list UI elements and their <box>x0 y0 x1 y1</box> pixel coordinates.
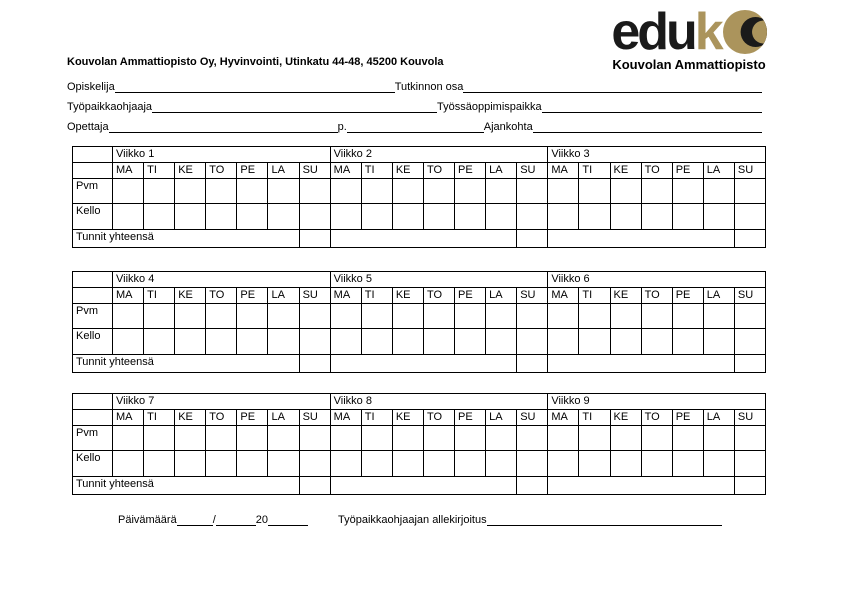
date-day-blank <box>177 524 213 526</box>
date-cell <box>237 179 268 204</box>
signature-blank-line <box>487 524 722 526</box>
day-header-pe: PE <box>237 163 268 179</box>
date-cell <box>548 426 579 451</box>
date-cell <box>144 426 175 451</box>
time-cell <box>268 451 299 477</box>
day-header-ma: MA <box>330 288 361 304</box>
total-hours-label: Tunnit yhteensä <box>73 355 300 373</box>
day-header-ke: KE <box>392 288 423 304</box>
time-cell <box>144 451 175 477</box>
week-header-1: Viikko 4 <box>113 272 331 288</box>
day-header-la: LA <box>486 410 517 426</box>
day-header-la: LA <box>268 410 299 426</box>
time-cell <box>641 451 672 477</box>
day-header-ma: MA <box>113 288 144 304</box>
day-header-ma: MA <box>548 288 579 304</box>
day-header-to: TO <box>206 163 237 179</box>
total-hours-label: Tunnit yhteensä <box>73 230 300 248</box>
time-cell <box>237 204 268 230</box>
day-header-su: SU <box>517 163 548 179</box>
time-cell <box>175 451 206 477</box>
timesheet-grid-2 <box>72 271 766 373</box>
day-header-ti: TI <box>579 163 610 179</box>
day-header-su: SU <box>517 410 548 426</box>
date-cell <box>113 179 144 204</box>
time-cell <box>113 329 144 355</box>
date-cell <box>703 179 734 204</box>
degree-label: Tutkinnon osa <box>394 81 464 93</box>
day-header-ti: TI <box>144 288 175 304</box>
total-merged-week2 <box>330 230 517 248</box>
time-cell <box>455 329 486 355</box>
day-header-ma: MA <box>548 163 579 179</box>
day-header-ke: KE <box>610 288 641 304</box>
time-cell <box>361 204 392 230</box>
day-header-su: SU <box>734 163 765 179</box>
period-label: Ajankohta <box>483 121 533 133</box>
total-hours-label: Tunnit yhteensä <box>73 477 300 495</box>
day-row-corner-cell <box>73 288 113 304</box>
date-cell <box>423 304 454 329</box>
total-hours-cell-week1 <box>299 230 330 248</box>
day-header-to: TO <box>641 163 672 179</box>
date-cell <box>641 304 672 329</box>
date-cell <box>734 304 765 329</box>
date-cell <box>672 179 703 204</box>
date-cell <box>455 179 486 204</box>
date-row-label: Pvm <box>73 304 113 329</box>
day-header-ma: MA <box>113 410 144 426</box>
time-cell <box>237 451 268 477</box>
time-cell <box>672 329 703 355</box>
day-header-la: LA <box>703 163 734 179</box>
week-header-3: Viikko 3 <box>548 147 766 163</box>
teacher-label: Opettaja <box>67 121 109 133</box>
time-cell <box>610 329 641 355</box>
time-cell <box>672 204 703 230</box>
time-cell <box>610 451 641 477</box>
time-row-label: Kello <box>73 329 113 355</box>
date-cell <box>734 426 765 451</box>
date-cell <box>175 426 206 451</box>
time-cell <box>299 204 330 230</box>
time-cell <box>517 204 548 230</box>
date-cell <box>268 426 299 451</box>
time-cell <box>330 451 361 477</box>
logo-text-black: edu <box>611 3 695 62</box>
time-cell <box>734 329 765 355</box>
date-cell <box>330 179 361 204</box>
day-header-la: LA <box>486 288 517 304</box>
total-merged-week2 <box>330 355 517 373</box>
time-cell <box>268 329 299 355</box>
form-line-teacher <box>67 121 762 134</box>
date-cell <box>734 179 765 204</box>
date-cell <box>268 304 299 329</box>
time-cell <box>486 451 517 477</box>
date-cell <box>610 179 641 204</box>
date-cell <box>579 179 610 204</box>
date-cell <box>175 179 206 204</box>
day-header-pe: PE <box>237 288 268 304</box>
date-cell <box>330 304 361 329</box>
time-cell <box>392 204 423 230</box>
week-header-1: Viikko 7 <box>113 394 331 410</box>
day-header-la: LA <box>703 288 734 304</box>
day-header-pe: PE <box>672 163 703 179</box>
time-cell <box>548 451 579 477</box>
day-header-ke: KE <box>175 288 206 304</box>
date-cell <box>330 426 361 451</box>
day-header-ke: KE <box>610 163 641 179</box>
date-month-blank <box>216 524 256 526</box>
time-cell <box>672 451 703 477</box>
date-cell <box>703 426 734 451</box>
year-prefix: 20 <box>255 514 269 526</box>
day-header-to: TO <box>423 288 454 304</box>
date-cell <box>517 426 548 451</box>
total-hours-cell-week2 <box>517 477 548 495</box>
time-cell <box>206 204 237 230</box>
phone-blank-line <box>347 131 484 133</box>
week-table-2 <box>72 271 766 373</box>
day-header-su: SU <box>299 410 330 426</box>
time-cell <box>175 329 206 355</box>
logo-text-gold: k <box>694 3 721 62</box>
time-cell <box>237 329 268 355</box>
address-line: Kouvolan Ammattiopisto Oy, Hyvinvointi, Utinkatu 44-48, 45200 Kouvola <box>67 56 444 68</box>
time-cell <box>579 329 610 355</box>
day-header-to: TO <box>641 410 672 426</box>
time-cell <box>486 204 517 230</box>
time-cell <box>113 451 144 477</box>
workplace-instructor-label: Työpaikkaohjaaja <box>67 101 153 113</box>
day-header-pe: PE <box>455 288 486 304</box>
date-cell <box>113 304 144 329</box>
total-merged-week3 <box>548 355 735 373</box>
time-cell <box>486 329 517 355</box>
time-row-label: Kello <box>73 204 113 230</box>
time-cell <box>113 204 144 230</box>
date-cell <box>579 426 610 451</box>
time-cell <box>703 204 734 230</box>
time-row-label: Kello <box>73 451 113 477</box>
logo-subtitle: Kouvolan Ammattiopisto <box>612 57 766 72</box>
time-cell <box>268 204 299 230</box>
day-header-ma: MA <box>548 410 579 426</box>
date-cell <box>486 304 517 329</box>
phone-label: p. <box>337 121 347 133</box>
date-row-label: Pvm <box>73 179 113 204</box>
day-row-corner-cell <box>73 410 113 426</box>
week-header-2: Viikko 5 <box>330 272 548 288</box>
day-header-la: LA <box>703 410 734 426</box>
day-header-su: SU <box>734 288 765 304</box>
date-cell <box>703 304 734 329</box>
day-header-ma: MA <box>113 163 144 179</box>
signature-label: Työpaikkaohjaajan allekirjoitus <box>338 514 487 526</box>
day-header-la: LA <box>268 163 299 179</box>
student-blank-line <box>115 91 395 93</box>
day-header-su: SU <box>517 288 548 304</box>
day-header-ke: KE <box>392 410 423 426</box>
date-cell <box>392 426 423 451</box>
week-header-3: Viikko 6 <box>548 272 766 288</box>
day-header-pe: PE <box>237 410 268 426</box>
time-cell <box>579 451 610 477</box>
timesheet-grid-1 <box>72 146 766 248</box>
date-cell <box>455 426 486 451</box>
day-header-pe: PE <box>672 410 703 426</box>
eduko-wordmark <box>584 3 794 62</box>
date-cell <box>455 304 486 329</box>
day-header-ke: KE <box>175 410 206 426</box>
day-header-ti: TI <box>144 163 175 179</box>
time-cell <box>734 204 765 230</box>
form-line-student <box>67 81 762 94</box>
day-header-la: LA <box>268 288 299 304</box>
date-cell <box>610 426 641 451</box>
day-header-ti: TI <box>579 410 610 426</box>
day-header-ma: MA <box>330 410 361 426</box>
date-cell <box>423 179 454 204</box>
week-table-1 <box>72 146 766 248</box>
corner-cell <box>73 272 113 288</box>
day-header-to: TO <box>423 163 454 179</box>
date-cell <box>579 304 610 329</box>
time-cell <box>548 329 579 355</box>
time-cell <box>175 204 206 230</box>
time-cell <box>144 329 175 355</box>
time-cell <box>144 204 175 230</box>
week-header-3: Viikko 9 <box>548 394 766 410</box>
total-hours-cell-week3 <box>734 230 765 248</box>
footer-signature-line <box>118 514 722 527</box>
day-header-to: TO <box>641 288 672 304</box>
learning-place-blank-line <box>542 111 762 113</box>
time-cell <box>610 204 641 230</box>
day-header-ti: TI <box>361 288 392 304</box>
date-cell <box>486 179 517 204</box>
date-cell <box>299 426 330 451</box>
date-cell <box>144 304 175 329</box>
time-cell <box>455 204 486 230</box>
date-cell <box>144 179 175 204</box>
day-header-su: SU <box>299 163 330 179</box>
date-cell <box>672 304 703 329</box>
day-header-to: TO <box>206 410 237 426</box>
time-cell <box>703 451 734 477</box>
workplace-instructor-blank-line <box>152 111 437 113</box>
day-header-ke: KE <box>392 163 423 179</box>
date-cell <box>641 426 672 451</box>
time-cell <box>361 329 392 355</box>
total-hours-cell-week3 <box>734 355 765 373</box>
date-cell <box>517 179 548 204</box>
time-cell <box>330 204 361 230</box>
date-cell <box>206 426 237 451</box>
date-cell <box>517 304 548 329</box>
date-cell <box>672 426 703 451</box>
day-header-to: TO <box>423 410 454 426</box>
date-cell <box>610 304 641 329</box>
date-cell <box>641 179 672 204</box>
total-hours-cell-week3 <box>734 477 765 495</box>
day-header-la: LA <box>486 163 517 179</box>
timesheet-grid-3 <box>72 393 766 495</box>
date-cell <box>299 179 330 204</box>
date-cell <box>206 179 237 204</box>
date-cell <box>237 426 268 451</box>
time-cell <box>703 329 734 355</box>
day-header-ti: TI <box>361 410 392 426</box>
date-cell <box>361 304 392 329</box>
eduko-logo <box>584 3 794 72</box>
time-cell <box>548 204 579 230</box>
total-hours-cell-week1 <box>299 477 330 495</box>
total-merged-week3 <box>548 230 735 248</box>
date-cell <box>548 304 579 329</box>
day-header-su: SU <box>299 288 330 304</box>
teacher-blank-line <box>109 131 338 133</box>
time-cell <box>734 451 765 477</box>
date-cell <box>361 426 392 451</box>
total-merged-week3 <box>548 477 735 495</box>
time-cell <box>392 451 423 477</box>
day-header-ma: MA <box>330 163 361 179</box>
time-cell <box>517 329 548 355</box>
day-header-pe: PE <box>455 410 486 426</box>
date-cell <box>486 426 517 451</box>
day-header-ke: KE <box>175 163 206 179</box>
date-cell <box>237 304 268 329</box>
week-table-3 <box>72 393 766 495</box>
date-cell <box>206 304 237 329</box>
corner-cell <box>73 394 113 410</box>
day-header-ti: TI <box>579 288 610 304</box>
day-header-ti: TI <box>144 410 175 426</box>
day-row-corner-cell <box>73 163 113 179</box>
date-label: Päivämäärä <box>118 514 177 526</box>
total-hours-cell-week1 <box>299 355 330 373</box>
time-cell <box>392 329 423 355</box>
day-header-pe: PE <box>455 163 486 179</box>
date-cell <box>113 426 144 451</box>
period-blank-line <box>533 131 762 133</box>
date-cell <box>392 304 423 329</box>
day-header-to: TO <box>206 288 237 304</box>
form-line-instructor <box>67 101 762 114</box>
date-cell <box>361 179 392 204</box>
date-cell <box>268 179 299 204</box>
time-cell <box>206 451 237 477</box>
time-cell <box>641 329 672 355</box>
time-cell <box>299 329 330 355</box>
total-merged-week2 <box>330 477 517 495</box>
student-label: Opiskelija <box>67 81 115 93</box>
total-hours-cell-week2 <box>517 355 548 373</box>
learning-place-label: Työssäoppimispaikka <box>437 101 542 113</box>
degree-blank-line <box>463 91 762 93</box>
day-header-ke: KE <box>610 410 641 426</box>
date-year-blank <box>268 524 308 526</box>
time-cell <box>579 204 610 230</box>
time-cell <box>423 451 454 477</box>
eclipse-circle-icon <box>723 10 767 54</box>
day-header-su: SU <box>734 410 765 426</box>
week-header-2: Viikko 8 <box>330 394 548 410</box>
week-header-1: Viikko 1 <box>113 147 331 163</box>
date-cell <box>548 179 579 204</box>
total-hours-cell-week2 <box>517 230 548 248</box>
day-header-pe: PE <box>672 288 703 304</box>
day-header-ti: TI <box>361 163 392 179</box>
date-cell <box>175 304 206 329</box>
time-cell <box>361 451 392 477</box>
date-cell <box>299 304 330 329</box>
time-cell <box>455 451 486 477</box>
time-cell <box>423 329 454 355</box>
time-cell <box>423 204 454 230</box>
time-cell <box>299 451 330 477</box>
time-cell <box>206 329 237 355</box>
week-header-2: Viikko 2 <box>330 147 548 163</box>
corner-cell <box>73 147 113 163</box>
date-cell <box>392 179 423 204</box>
time-cell <box>641 204 672 230</box>
date-cell <box>423 426 454 451</box>
time-cell <box>517 451 548 477</box>
date-slash: / <box>212 514 216 526</box>
time-cell <box>330 329 361 355</box>
date-row-label: Pvm <box>73 426 113 451</box>
